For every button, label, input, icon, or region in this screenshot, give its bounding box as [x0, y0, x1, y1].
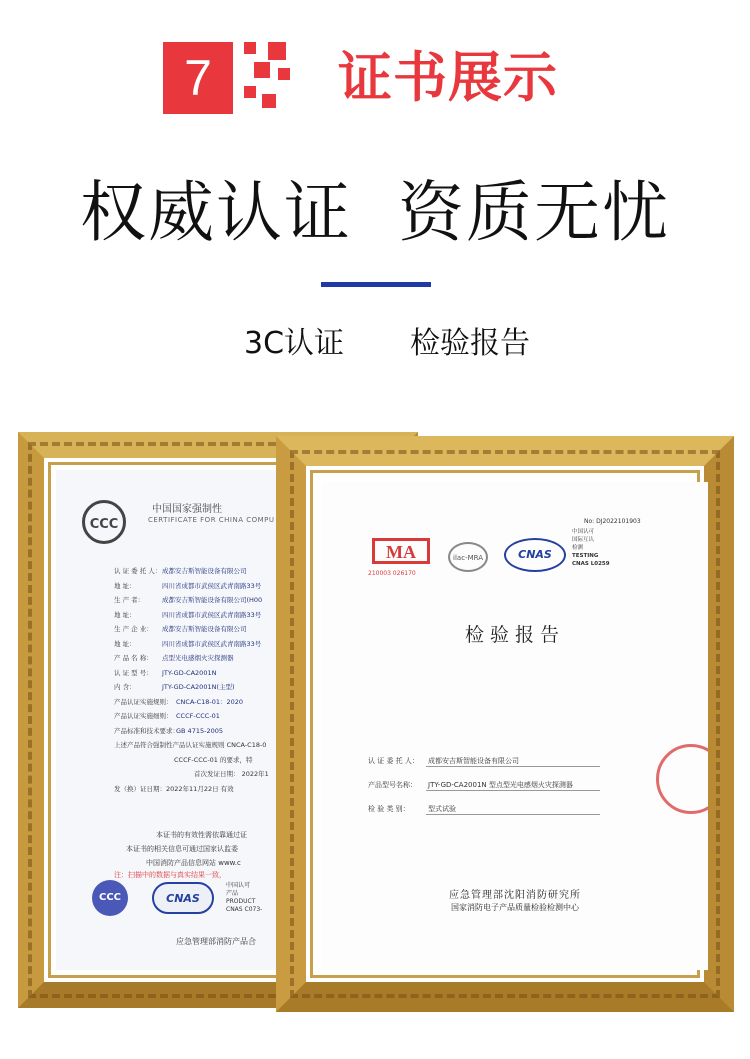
report-field-type: 检 验 类 别： 型式试验 — [368, 804, 600, 815]
ccc-certificate — [56, 470, 286, 970]
certificate-footer-line: 本证书的相关信息可通过国家认监委 — [126, 845, 238, 853]
decor-square — [268, 42, 286, 60]
cnas-logo: CNAS — [504, 538, 566, 572]
ccc-logo: CCC — [82, 500, 126, 544]
report-field-product: 产品型号名称： JTY-GD-CA2001N 型点型光电感烟火灾探测器 — [368, 780, 600, 791]
headline-divider — [321, 282, 431, 287]
certificate-footer-line: 中国消防产品信息网站 www.c — [146, 859, 241, 867]
certificate-row: CCCF-CCC-01 的要求，特 — [174, 755, 253, 764]
certificate-title-cn: 中国国家强制性 — [152, 504, 222, 515]
certificate-row: 地 址： 四川省成都市武侯区武青南路33号 — [114, 581, 262, 590]
certificate-footer-line: 本证书的有效性需依靠通过证 — [156, 831, 247, 839]
ccc-logo-small: CCC — [92, 880, 128, 916]
certificate-row: 生 产 企 业： 成都安吉斯智能设备有限公司 — [114, 625, 247, 633]
certificate-row: 认 证 委 托 人：成都安吉斯智能设备有限公司 — [114, 567, 247, 575]
certificate-title-en: CERTIFICATE FOR CHINA COMPU — [148, 516, 275, 524]
certificate-row: 地 址： 四川省成都市武侯区武青南路33号 — [114, 639, 262, 648]
certificate-row: 地 址： 四川省成都市武侯区武青南路33号 — [114, 610, 262, 619]
certificate-row: 发（换）证日期：2022年11月22日 有效 — [114, 784, 234, 793]
decor-square — [278, 68, 290, 80]
section-number-badge: 7 — [163, 42, 233, 114]
certificate-row: 生 产 者： 成都安吉斯智能设备有限公司(H00 — [114, 596, 263, 604]
certificate-row: 认 证 型 号： JTY-GD-CA2001N — [114, 668, 217, 677]
cma-code: 210003 026170 — [368, 570, 416, 577]
issuing-organization: 应急管理部沈阳消防研究所 — [449, 890, 581, 901]
ilac-mra-logo: ilac-MRA — [448, 542, 488, 572]
cnas-side-text: 中国认可 产品 PRODUCT CNAS C073- — [226, 882, 263, 913]
label-3c-cert: 3C认证 — [244, 326, 345, 361]
cnas-testing-text: 中国认可 国际互认 检测 TESTING CNAS L0259 — [572, 529, 610, 567]
cnas-logo-small: CNAS — [152, 882, 214, 914]
certificate-row: 内 含： JTY-GD-CA2001N(主型) — [114, 683, 235, 691]
certificate-row: 产 品 名 称： 点型光电感烟火灾探测器 — [114, 654, 234, 662]
decor-square — [244, 86, 256, 98]
label-inspection-report: 检验报告 — [410, 326, 530, 361]
certificate-issuer: 应急管理部消防产品合 — [176, 937, 256, 946]
certificate-row: 产品认证实施规则： CNCA-C18-01：2020 — [114, 697, 244, 706]
report-title: 检验报告 — [464, 624, 565, 646]
page-headline: 权威认证 资质无忧 — [80, 174, 670, 251]
report-field-client: 认 证 委 托 人： 成都安吉斯智能设备有限公司 — [368, 756, 600, 767]
inspection-report — [322, 482, 708, 970]
certificate-row: 产品标准和技术要求：GB 4715-2005 — [114, 726, 223, 735]
decor-square — [262, 94, 276, 108]
certificate-fields — [114, 564, 286, 796]
cma-logo: MA — [372, 538, 430, 564]
section-title: 证书展示 — [338, 46, 558, 109]
certificate-footer-note: 注：扫描中的数据与真实结果一致， — [114, 871, 226, 879]
certificate-row: 产品认证实施细则： CCCF-CCC-01 — [114, 712, 220, 720]
decor-square — [254, 62, 270, 78]
certificate-row: 首次发证日期： 2022年1 — [194, 770, 269, 778]
decor-square — [244, 42, 256, 54]
red-seal-stamp — [656, 744, 708, 814]
issuing-center: 国家消防电子产品质量检验检测中心 — [451, 903, 579, 912]
report-number: No: DJ2022101903 — [584, 518, 641, 525]
certificate-row: 上述产品符合强制性产品认证实施规则 CNCA-C18-0 — [114, 741, 267, 749]
